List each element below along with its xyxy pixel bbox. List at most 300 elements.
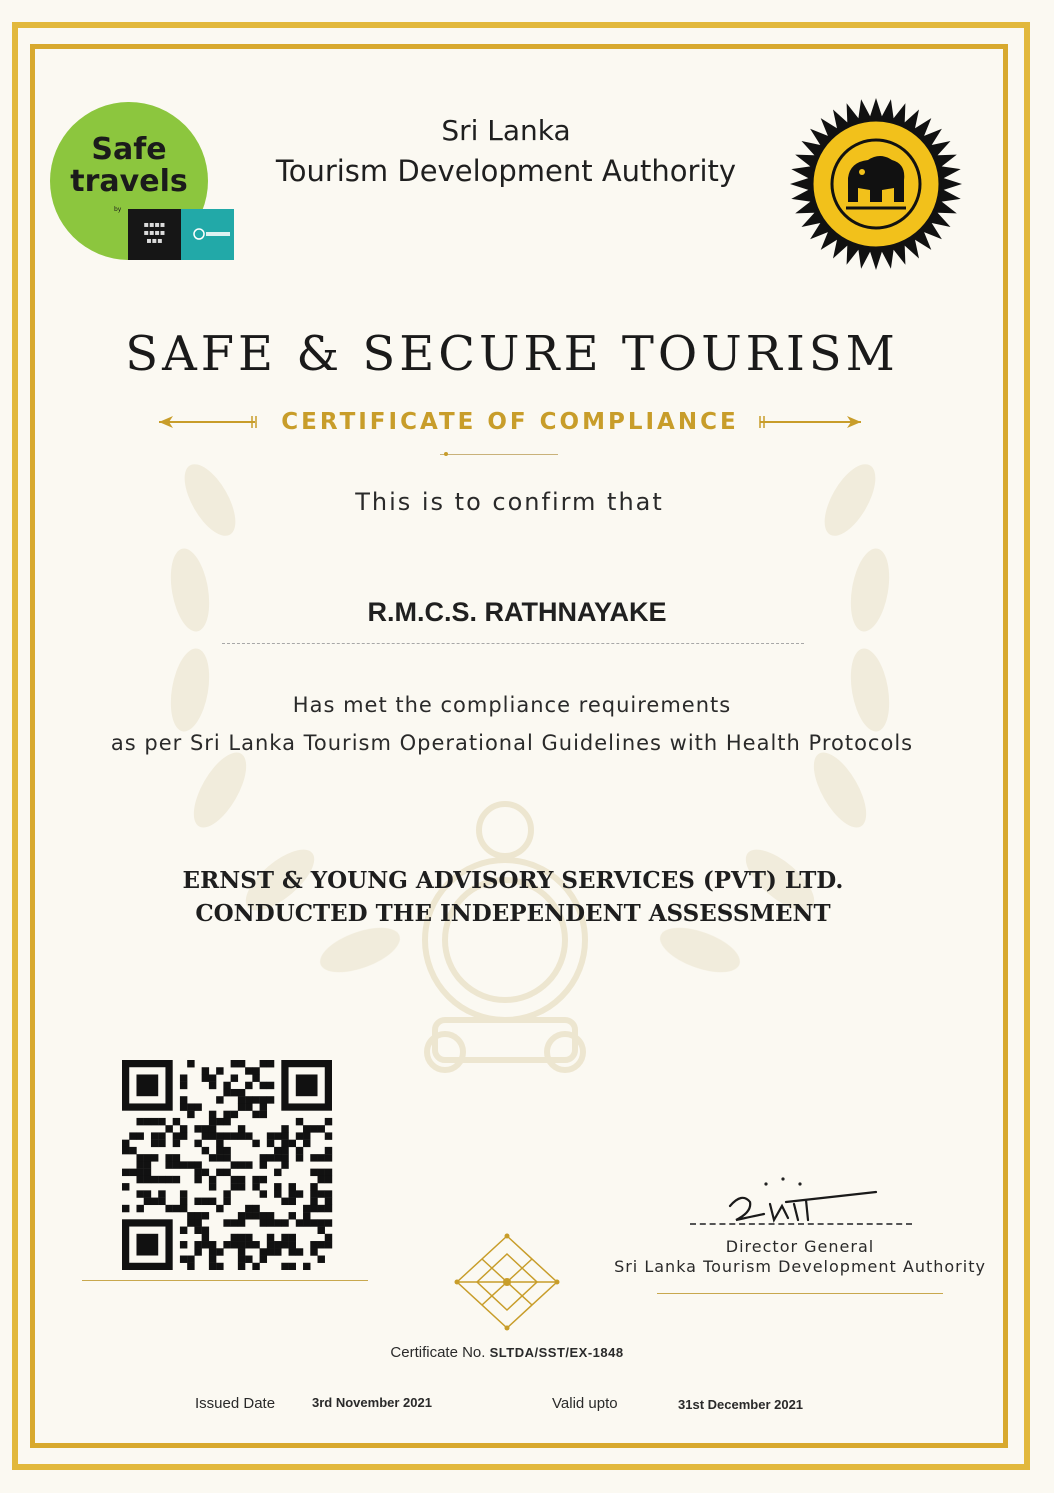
- qr-module: [180, 1161, 187, 1168]
- qr-module: [296, 1219, 303, 1226]
- signatory-block: [606, 1237, 994, 1277]
- assessor-line-2: CONDUCTED THE INDEPENDENT ASSESSMENT: [195, 900, 831, 927]
- qr-module: [231, 1089, 238, 1096]
- qr-finder-pattern: [296, 1074, 318, 1096]
- qr-module: [122, 1169, 129, 1176]
- qr-module: [318, 1227, 325, 1234]
- qr-module: [209, 1082, 216, 1089]
- qr-module: [216, 1169, 223, 1176]
- qr-module: [151, 1198, 158, 1205]
- org-line-2: Tourism Development Authority: [275, 154, 737, 188]
- qr-module: [187, 1212, 194, 1219]
- qr-module: [289, 1212, 296, 1219]
- qr-module: [209, 1241, 216, 1248]
- qr-module: [325, 1132, 332, 1139]
- qr-module: [260, 1256, 267, 1263]
- qr-module: [252, 1183, 259, 1190]
- qr-module: [122, 1147, 129, 1154]
- qr-module: [136, 1154, 143, 1161]
- qr-module: [260, 1219, 267, 1226]
- qr-module: [325, 1147, 332, 1154]
- qr-module: [202, 1074, 209, 1081]
- valid-upto-label: Valid upto: [552, 1395, 618, 1412]
- qr-module: [158, 1140, 165, 1147]
- qr-module: [231, 1176, 238, 1183]
- signatory-organization: Sri Lanka Tourism Development Authority: [614, 1257, 986, 1276]
- qr-module: [310, 1169, 317, 1176]
- qr-module: [209, 1125, 216, 1132]
- qr-module: [216, 1263, 223, 1270]
- qr-module: [173, 1176, 180, 1183]
- qr-module: [158, 1176, 165, 1183]
- qr-module: [231, 1183, 238, 1190]
- qr-module: [231, 1060, 238, 1067]
- qr-module: [231, 1161, 238, 1168]
- qr-module: [144, 1154, 151, 1161]
- qr-module: [151, 1176, 158, 1183]
- org-line-1: Sri Lanka: [441, 114, 571, 147]
- qr-module: [209, 1118, 216, 1125]
- qr-module: [296, 1248, 303, 1255]
- issued-date: 3rd November 2021: [312, 1395, 432, 1410]
- qr-module: [245, 1256, 252, 1263]
- qr-module: [136, 1190, 143, 1197]
- qr-module: [223, 1089, 230, 1096]
- qr-module: [245, 1132, 252, 1139]
- diamond-ornament-icon: [453, 1232, 561, 1332]
- qr-module: [281, 1219, 288, 1226]
- qr-module: [223, 1111, 230, 1118]
- partner-logo: [181, 209, 234, 260]
- qr-module: [245, 1212, 252, 1219]
- qr-module: [238, 1248, 245, 1255]
- qr-module: [310, 1241, 317, 1248]
- qr-module: [245, 1082, 252, 1089]
- qr-module: [260, 1154, 267, 1161]
- qr-module: [238, 1103, 245, 1110]
- qr-module: [310, 1248, 317, 1255]
- qr-module: [296, 1190, 303, 1197]
- qr-module: [216, 1147, 223, 1154]
- qr-module: [274, 1190, 281, 1197]
- assessor-statement: [0, 864, 1026, 930]
- safe-travels-badge: [50, 102, 240, 262]
- qr-module: [194, 1169, 201, 1176]
- qr-module: [209, 1256, 216, 1263]
- qr-module: [194, 1241, 201, 1248]
- qr-module: [223, 1190, 230, 1197]
- qr-module: [296, 1118, 303, 1125]
- certificate-number-row: [0, 1344, 1014, 1361]
- qr-module: [202, 1147, 209, 1154]
- qr-module: [310, 1190, 317, 1197]
- qr-module: [158, 1132, 165, 1139]
- qr-module: [325, 1118, 332, 1125]
- qr-module: [231, 1241, 238, 1248]
- qr-module: [303, 1205, 310, 1212]
- qr-module: [151, 1154, 158, 1161]
- qr-module: [216, 1205, 223, 1212]
- qr-module: [165, 1205, 172, 1212]
- signatory-title: Director General: [725, 1237, 875, 1256]
- qr-module: [180, 1198, 187, 1205]
- qr-module: [202, 1067, 209, 1074]
- qr-module: [281, 1234, 288, 1241]
- compliance-line-2: as per Sri Lanka Tourism Operational Guidelines with Health Protocols: [110, 731, 914, 755]
- qr-module: [318, 1205, 325, 1212]
- qr-module: [274, 1147, 281, 1154]
- qr-module: [238, 1212, 245, 1219]
- qr-module: [223, 1132, 230, 1139]
- qr-module: [303, 1132, 310, 1139]
- qr-module: [216, 1067, 223, 1074]
- qr-module: [216, 1154, 223, 1161]
- qr-module: [231, 1074, 238, 1081]
- qr-module: [158, 1198, 165, 1205]
- qr-module: [223, 1169, 230, 1176]
- qr-module: [289, 1198, 296, 1205]
- qr-module: [281, 1198, 288, 1205]
- qr-module: [303, 1219, 310, 1226]
- national-emblem-watermark: [405, 790, 605, 1090]
- qr-module: [165, 1161, 172, 1168]
- qr-module: [252, 1111, 259, 1118]
- qr-module: [173, 1140, 180, 1147]
- qr-module: [252, 1205, 259, 1212]
- name-underline: [222, 643, 804, 644]
- qr-module: [267, 1060, 274, 1067]
- qr-module: [194, 1227, 201, 1234]
- qr-module: [238, 1234, 245, 1241]
- qr-module: [281, 1132, 288, 1139]
- qr-module: [231, 1219, 238, 1226]
- qr-module: [194, 1248, 201, 1255]
- qr-module: [136, 1205, 143, 1212]
- qr-module: [231, 1132, 238, 1139]
- qr-module: [325, 1198, 332, 1205]
- qr-module: [289, 1263, 296, 1270]
- qr-module: [274, 1169, 281, 1176]
- qr-module: [209, 1154, 216, 1161]
- qr-module: [260, 1248, 267, 1255]
- qr-module: [194, 1198, 201, 1205]
- qr-module: [223, 1082, 230, 1089]
- qr-module: [260, 1096, 267, 1103]
- qr-module: [223, 1147, 230, 1154]
- qr-module: [281, 1161, 288, 1168]
- qr-module: [274, 1219, 281, 1226]
- qr-module: [267, 1234, 274, 1241]
- qr-module: [303, 1212, 310, 1219]
- qr-module: [194, 1125, 201, 1132]
- certificate-subtitle: CERTIFICATE OF COMPLIANCE: [281, 409, 739, 435]
- qr-module: [289, 1183, 296, 1190]
- compliance-statement: [0, 686, 1024, 762]
- qr-module: [216, 1096, 223, 1103]
- qr-module: [267, 1154, 274, 1161]
- qr-module: [122, 1205, 129, 1212]
- qr-module: [144, 1198, 151, 1205]
- qr-module: [209, 1183, 216, 1190]
- qr-module: [252, 1212, 259, 1219]
- qr-module: [136, 1118, 143, 1125]
- certificate-title: SAFE & SECURE TOURISM: [125, 326, 899, 382]
- qr-module: [216, 1140, 223, 1147]
- qr-module: [260, 1060, 267, 1067]
- qr-module: [303, 1125, 310, 1132]
- qr-module: [209, 1132, 216, 1139]
- qr-module: [325, 1241, 332, 1248]
- qr-module: [260, 1161, 267, 1168]
- wttc-logo: ▪▪▪▪ ▪▪▪▪ ▪▪▪: [128, 209, 181, 260]
- qr-code-icon: [122, 1060, 334, 1270]
- qr-underline: [82, 1280, 368, 1281]
- qr-module: [245, 1067, 252, 1074]
- qr-module: [281, 1154, 288, 1161]
- qr-module: [281, 1263, 288, 1270]
- recipient-name: R.M.C.S. RATHNAYAKE: [367, 597, 667, 627]
- qr-module: [129, 1132, 136, 1139]
- qr-module: [158, 1118, 165, 1125]
- qr-module: [310, 1198, 317, 1205]
- qr-module: [238, 1161, 245, 1168]
- qr-module: [296, 1132, 303, 1139]
- qr-module: [260, 1212, 267, 1219]
- qr-module: [202, 1169, 209, 1176]
- qr-module: [209, 1263, 216, 1270]
- qr-module: [187, 1263, 194, 1270]
- qr-module: [238, 1241, 245, 1248]
- qr-module: [202, 1212, 209, 1219]
- qr-module: [180, 1205, 187, 1212]
- qr-module: [180, 1074, 187, 1081]
- qr-module: [303, 1140, 310, 1147]
- qr-module: [216, 1132, 223, 1139]
- qr-module: [252, 1263, 259, 1270]
- qr-module: [180, 1125, 187, 1132]
- qr-module: [260, 1190, 267, 1197]
- qr-module: [310, 1154, 317, 1161]
- qr-module: [216, 1118, 223, 1125]
- qr-module: [245, 1161, 252, 1168]
- qr-module: [173, 1154, 180, 1161]
- qr-module: [194, 1176, 201, 1183]
- qr-module: [202, 1241, 209, 1248]
- qr-module: [136, 1161, 143, 1168]
- qr-module: [173, 1205, 180, 1212]
- qr-module: [281, 1125, 288, 1132]
- subtitle-banner: [155, 404, 865, 440]
- qr-module: [238, 1096, 245, 1103]
- compliance-line-1: Has met the compliance requirements: [292, 693, 732, 717]
- qr-module: [296, 1147, 303, 1154]
- qr-module: [260, 1176, 267, 1183]
- qr-module: [202, 1227, 209, 1234]
- qr-module: [267, 1132, 274, 1139]
- qr-module: [238, 1132, 245, 1139]
- qr-module: [325, 1234, 332, 1241]
- qr-module: [310, 1183, 317, 1190]
- qr-module: [216, 1248, 223, 1255]
- qr-module: [318, 1241, 325, 1248]
- qr-module: [281, 1241, 288, 1248]
- qr-module: [165, 1154, 172, 1161]
- signature-underline: [657, 1293, 943, 1294]
- qr-module: [202, 1132, 209, 1139]
- qr-module: [122, 1183, 129, 1190]
- qr-module: [223, 1219, 230, 1226]
- qr-module: [260, 1082, 267, 1089]
- qr-module: [165, 1125, 172, 1132]
- qr-module: [194, 1219, 201, 1226]
- qr-module: [144, 1161, 151, 1168]
- qr-module: [223, 1154, 230, 1161]
- badge-by-text: by: [114, 206, 122, 213]
- qr-module: [151, 1140, 158, 1147]
- qr-module: [274, 1241, 281, 1248]
- qr-module: [245, 1103, 252, 1110]
- qr-module: [238, 1176, 245, 1183]
- qr-module: [202, 1198, 209, 1205]
- qr-module: [187, 1161, 194, 1168]
- subtitle-dot: [444, 452, 448, 456]
- qr-module: [187, 1256, 194, 1263]
- subtitle-underline: [440, 454, 558, 455]
- qr-module: [325, 1169, 332, 1176]
- qr-module: [129, 1169, 136, 1176]
- qr-module: [274, 1154, 281, 1161]
- qr-module: [318, 1125, 325, 1132]
- qr-module: [180, 1082, 187, 1089]
- qr-module: [252, 1140, 259, 1147]
- qr-module: [260, 1111, 267, 1118]
- qr-module: [325, 1190, 332, 1197]
- qr-module: [245, 1205, 252, 1212]
- qr-module: [245, 1096, 252, 1103]
- qr-module: [267, 1096, 274, 1103]
- qr-module: [144, 1176, 151, 1183]
- qr-module: [318, 1190, 325, 1197]
- qr-module: [318, 1154, 325, 1161]
- qr-module: [267, 1219, 274, 1226]
- qr-module: [252, 1096, 259, 1103]
- qr-module: [194, 1103, 201, 1110]
- qr-module: [173, 1132, 180, 1139]
- qr-module: [289, 1140, 296, 1147]
- qr-module: [180, 1256, 187, 1263]
- qr-finder-pattern: [136, 1234, 158, 1256]
- qr-module: [180, 1190, 187, 1197]
- qr-finder-pattern: [136, 1074, 158, 1096]
- qr-module: [310, 1125, 317, 1132]
- qr-module: [187, 1219, 194, 1226]
- qr-module: [289, 1190, 296, 1197]
- qr-module: [209, 1198, 216, 1205]
- qr-module: [238, 1219, 245, 1226]
- certificate-number: SLTDA/SST/EX-1848: [489, 1345, 624, 1360]
- qr-module: [267, 1082, 274, 1089]
- qr-module: [325, 1176, 332, 1183]
- qr-module: [245, 1234, 252, 1241]
- qr-module: [180, 1096, 187, 1103]
- qr-module: [325, 1205, 332, 1212]
- qr-module: [318, 1256, 325, 1263]
- qr-module: [151, 1132, 158, 1139]
- qr-module: [144, 1190, 151, 1197]
- qr-module: [173, 1118, 180, 1125]
- qr-module: [129, 1147, 136, 1154]
- qr-module: [173, 1161, 180, 1168]
- qr-module: [238, 1263, 245, 1270]
- qr-module: [281, 1147, 288, 1154]
- signature-dashes: [690, 1223, 912, 1225]
- qr-module: [158, 1190, 165, 1197]
- qr-module: [194, 1212, 201, 1219]
- qr-module: [238, 1256, 245, 1263]
- sltda-seal-icon: [786, 96, 966, 272]
- qr-module: [252, 1241, 259, 1248]
- qr-module: [180, 1132, 187, 1139]
- qr-module: [267, 1140, 274, 1147]
- qr-module: [180, 1227, 187, 1234]
- qr-module: [281, 1140, 288, 1147]
- qr-module: [151, 1118, 158, 1125]
- valid-upto-date: 31st December 2021: [678, 1397, 804, 1412]
- qr-module: [180, 1103, 187, 1110]
- qr-module: [267, 1241, 274, 1248]
- certificate-number-label: Certificate No.: [390, 1344, 486, 1361]
- qr-module: [180, 1241, 187, 1248]
- qr-module: [296, 1154, 303, 1161]
- qr-module: [267, 1248, 274, 1255]
- qr-module: [223, 1118, 230, 1125]
- qr-module: [202, 1234, 209, 1241]
- qr-module: [187, 1111, 194, 1118]
- qr-module: [325, 1219, 332, 1226]
- qr-module: [144, 1169, 151, 1176]
- qr-module: [267, 1212, 274, 1219]
- qr-module: [238, 1089, 245, 1096]
- qr-module: [238, 1183, 245, 1190]
- qr-module: [223, 1198, 230, 1205]
- qr-module: [252, 1074, 259, 1081]
- qr-module: [318, 1169, 325, 1176]
- qr-module: [209, 1074, 216, 1081]
- qr-module: [122, 1140, 129, 1147]
- qr-module: [318, 1219, 325, 1226]
- qr-module: [260, 1103, 267, 1110]
- qr-module: [274, 1248, 281, 1255]
- qr-module: [231, 1234, 238, 1241]
- qr-module: [202, 1125, 209, 1132]
- assessor-line-1: ERNST & YOUNG ADVISORY SERVICES (PVT) LTD.: [182, 867, 844, 894]
- qr-module: [194, 1140, 201, 1147]
- qr-module: [144, 1118, 151, 1125]
- qr-module: [325, 1154, 332, 1161]
- qr-module: [209, 1111, 216, 1118]
- qr-module: [238, 1125, 245, 1132]
- qr-module: [194, 1161, 201, 1168]
- qr-module: [231, 1111, 238, 1118]
- qr-module: [209, 1176, 216, 1183]
- qr-module: [136, 1176, 143, 1183]
- qr-module: [252, 1176, 259, 1183]
- qr-module: [274, 1132, 281, 1139]
- badge-title: Safe travels: [70, 132, 188, 199]
- qr-module: [310, 1205, 317, 1212]
- qr-module: [274, 1183, 281, 1190]
- qr-module: [136, 1132, 143, 1139]
